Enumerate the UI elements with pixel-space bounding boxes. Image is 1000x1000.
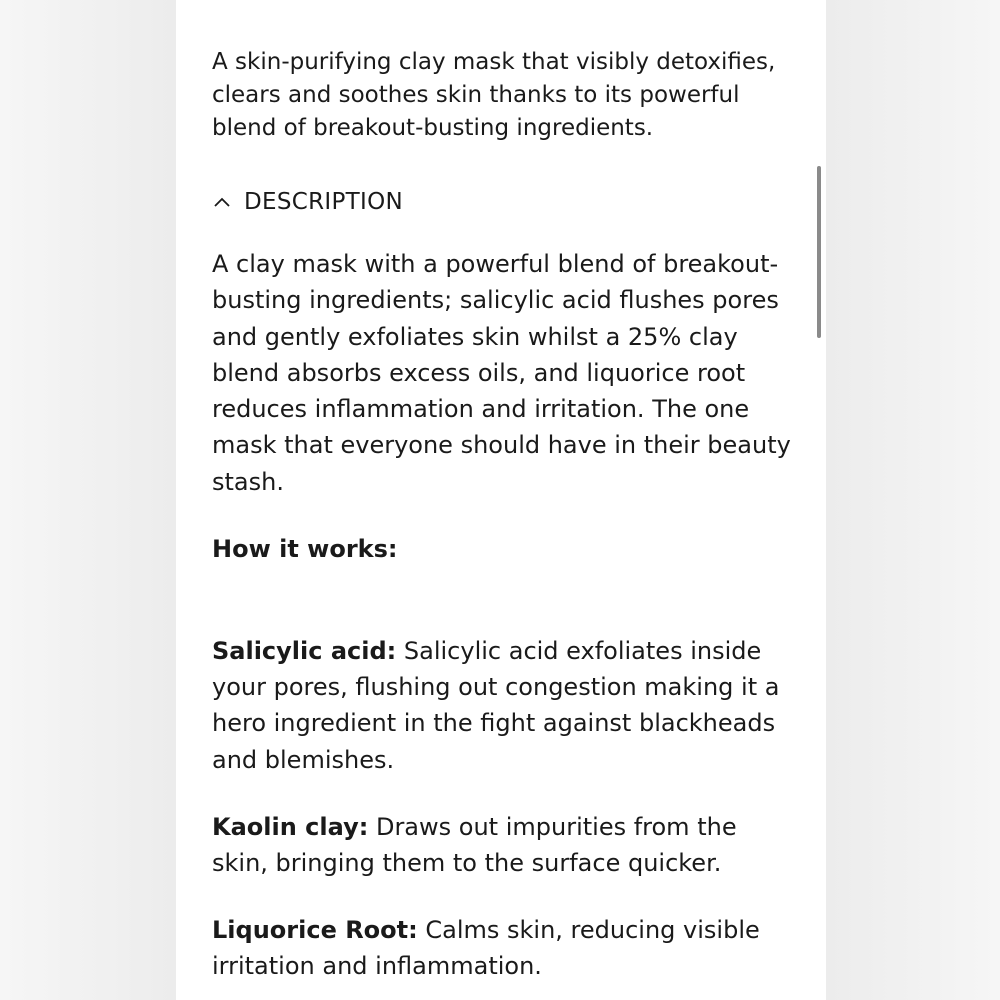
scrollbar-thumb[interactable]: [817, 166, 821, 338]
ingredient-text: Calms skin, reducing visible irritation and inflammation.: [212, 916, 760, 981]
ingredient-name: Kaolin clay:: [212, 813, 369, 841]
ingredient-name: Liquorice Root:: [212, 916, 418, 944]
product-intro: A skin-purifying clay mask that visibly detoxifies, clears and soothes skin thanks to its powerful blend of breakout-busting ingredients.: [212, 49, 776, 141]
description-body: A clay mask with a powerful blend of breakout-busting ingredients; salicylic acid flushes pores and gently exfoliates skin whilst a 25% clay blend absorbs excess oils, and liquorice root reduces inflammation and irritation. The one mask that everyone should have in their beauty stash.: [212, 250, 791, 496]
backdrop-left: [0, 0, 176, 1000]
how-it-works-heading: How it works:: [212, 535, 398, 563]
ingredient-liquorice-root: [212, 912, 797, 984]
partial-rating-icon: [388, 0, 402, 4]
ingredient-name: Salicylic acid:: [212, 637, 397, 665]
ingredient-kaolin-clay: [212, 809, 797, 881]
ingredient-text: Salicylic acid exfoliates inside your pores, flushing out congestion making it a hero ingredient in the fight against blackheads and blemishes.: [212, 637, 780, 774]
ingredient-text: Draws out impurities from the skin, bringing them to the surface quicker.: [212, 813, 737, 878]
description-title: DESCRIPTION: [244, 189, 403, 215]
phone-screen: [176, 0, 826, 1000]
ingredient-salicylic-acid: [212, 633, 797, 778]
description-toggle[interactable]: [212, 186, 403, 218]
backdrop-right: [826, 0, 1000, 1000]
chevron-up-icon: [212, 192, 232, 212]
